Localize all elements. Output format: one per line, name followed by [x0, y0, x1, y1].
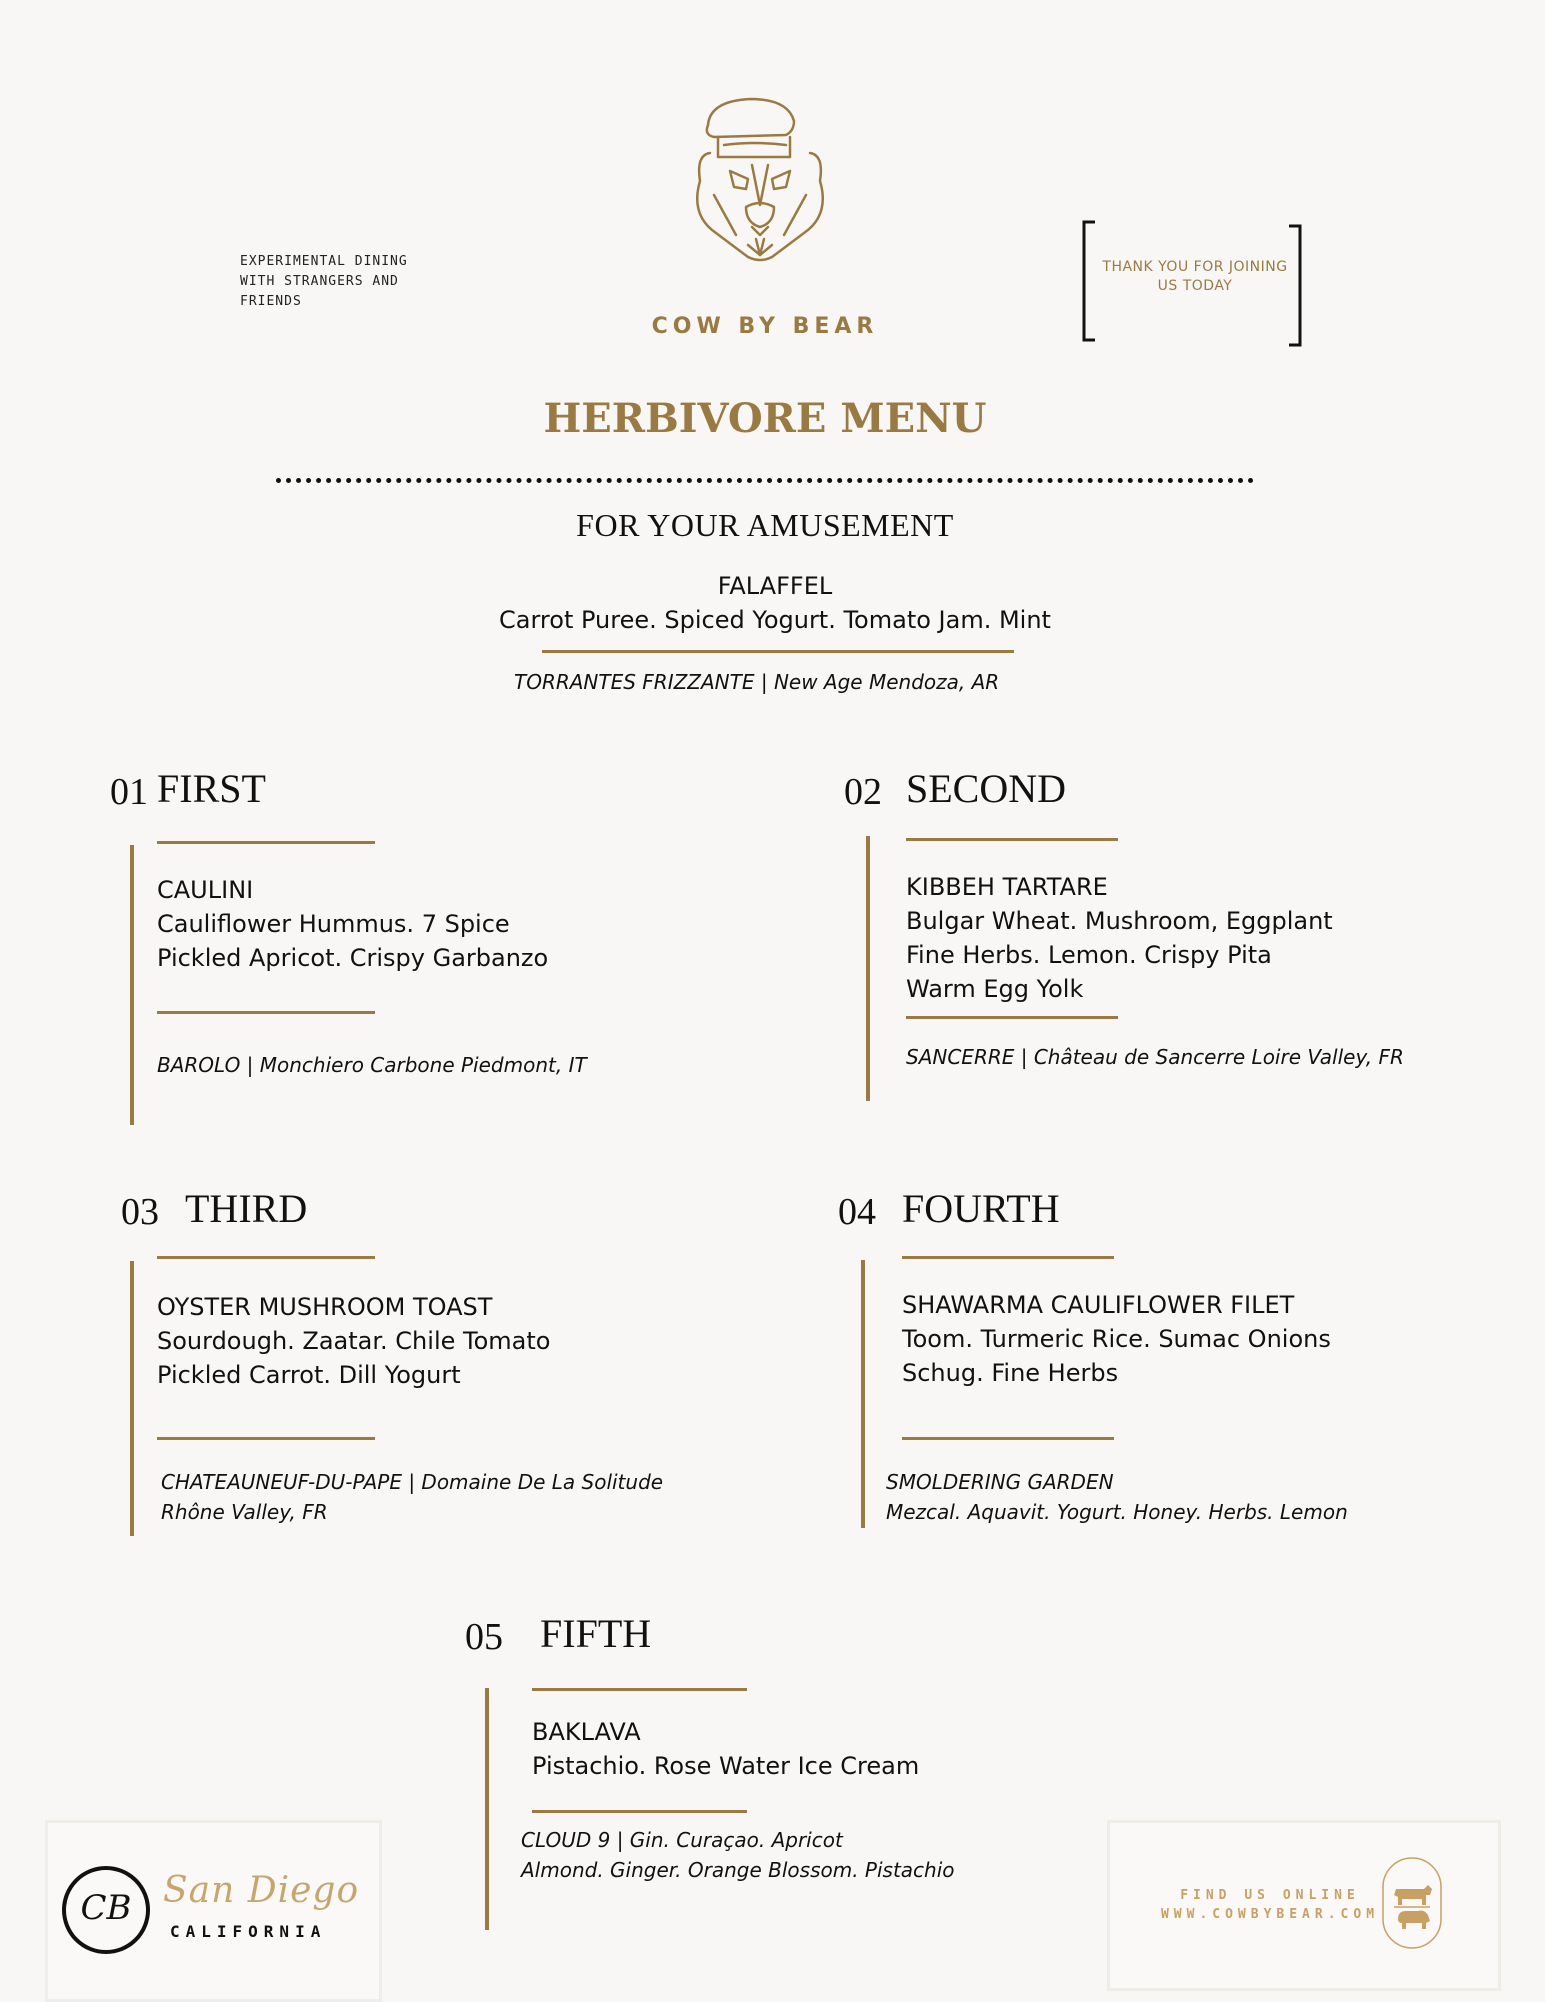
- course-number: 03: [121, 1191, 159, 1233]
- find-line: FIND US ONLINE: [1180, 1888, 1360, 1903]
- find-online-text[interactable]: [1150, 1886, 1390, 1924]
- course-title: SECOND: [906, 766, 1067, 811]
- cb-monogram-icon: [62, 1866, 150, 1954]
- amuse-pairing: TORRANTES FRIZZANTE | New Age Mendoza, AR: [514, 670, 1000, 694]
- course-dish: CAULINI: [157, 876, 254, 904]
- menu-title: HERBIVORE MENU: [543, 395, 987, 442]
- city-script: San Diego: [163, 1870, 360, 1911]
- course-accent-bar: [861, 1260, 865, 1528]
- course-divider: [906, 838, 1118, 841]
- course-pairing: SANCERRE | Château de Sancerre Loire Valley, FR: [906, 1045, 1404, 1069]
- course-line: Bulgar Wheat. Mushroom, Eggplant: [906, 907, 1333, 935]
- course-accent-bar: [485, 1688, 489, 1930]
- amuse-dish: FALAFFEL: [717, 572, 833, 600]
- course-pairing: CHATEAUNEUF-DU-PAPE | Domaine De La Solitude: [161, 1470, 664, 1494]
- course-dish: SHAWARMA CAULIFLOWER FILET: [902, 1291, 1295, 1319]
- course-line: Sourdough. Zaatar. Chile Tomato: [157, 1327, 551, 1355]
- course-divider: [902, 1437, 1114, 1440]
- course-number: 04: [838, 1191, 876, 1233]
- course-divider: [532, 1688, 747, 1691]
- course-divider: [532, 1810, 747, 1813]
- course-divider: [157, 1011, 375, 1014]
- monogram-text: CB: [80, 1888, 132, 1928]
- course-dish: OYSTER MUSHROOM TOAST: [157, 1293, 493, 1321]
- course-title: FIFTH: [540, 1611, 652, 1656]
- course-line: Schug. Fine Herbs: [902, 1359, 1119, 1387]
- course-line: Warm Egg Yolk: [906, 975, 1084, 1003]
- course-title: THIRD: [185, 1186, 308, 1231]
- course-accent-bar: [130, 1261, 134, 1536]
- course-pairing: Rhône Valley, FR: [161, 1500, 328, 1524]
- course-line: Toom. Turmeric Rice. Sumac Onions: [902, 1325, 1331, 1353]
- course-line: Cauliflower Hummus. 7 Spice: [157, 910, 510, 938]
- course-line: Fine Herbs. Lemon. Crispy Pita: [906, 941, 1272, 969]
- course-dish: KIBBEH TARTARE: [906, 873, 1108, 901]
- dotted-divider: [276, 478, 1254, 483]
- amuse-title: FOR YOUR AMUSEMENT: [576, 507, 954, 543]
- website-url[interactable]: WWW.COWBYBEAR.COM: [1160, 1907, 1380, 1922]
- cow-bear-badge-icon: [1380, 1855, 1444, 1951]
- course-title: FOURTH: [902, 1186, 1060, 1231]
- course-divider: [906, 1016, 1118, 1019]
- course-pairing: Almond. Ginger. Orange Blossom. Pistachio: [521, 1858, 955, 1882]
- amuse-description: Carrot Puree. Spiced Yogurt. Tomato Jam. Mint: [499, 606, 1051, 634]
- course-divider: [157, 1437, 375, 1440]
- course-divider: [902, 1256, 1114, 1259]
- course-line: Pistachio. Rose Water Ice Cream: [532, 1752, 920, 1780]
- course-number: 01: [110, 771, 148, 813]
- course-pairing: Mezcal. Aquavit. Yogurt. Honey. Herbs. Lemon: [886, 1500, 1348, 1524]
- course-title: FIRST: [157, 766, 266, 811]
- course-accent-bar: [866, 836, 870, 1101]
- course-divider: [157, 841, 375, 844]
- amuse-divider: [542, 650, 1014, 653]
- course-line: Pickled Apricot. Crispy Garbanzo: [157, 944, 549, 972]
- course-line: Pickled Carrot. Dill Yogurt: [157, 1361, 461, 1389]
- brand-name: COW BY BEAR: [651, 314, 879, 339]
- course-number: 02: [844, 771, 882, 813]
- course-number: 05: [465, 1616, 503, 1658]
- course-pairing: BAROLO | Monchiero Carbone Piedmont, IT: [157, 1053, 587, 1077]
- bear-chef-logo-icon: [690, 95, 830, 265]
- state-caps: CALIFORNIA: [170, 1922, 327, 1941]
- course-pairing: SMOLDERING GARDEN: [886, 1470, 1114, 1494]
- course-dish: BAKLAVA: [532, 1718, 641, 1746]
- course-pairing: CLOUD 9 | Gin. Curaçao. Apricot: [521, 1828, 843, 1852]
- course-divider: [157, 1256, 375, 1259]
- course-accent-bar: [130, 845, 134, 1125]
- thank-you-message: THANK YOU FOR JOINING US TODAY: [1102, 259, 1288, 294]
- tagline: EXPERIMENTAL DINING WITH STRANGERS AND FRIENDS: [240, 254, 408, 309]
